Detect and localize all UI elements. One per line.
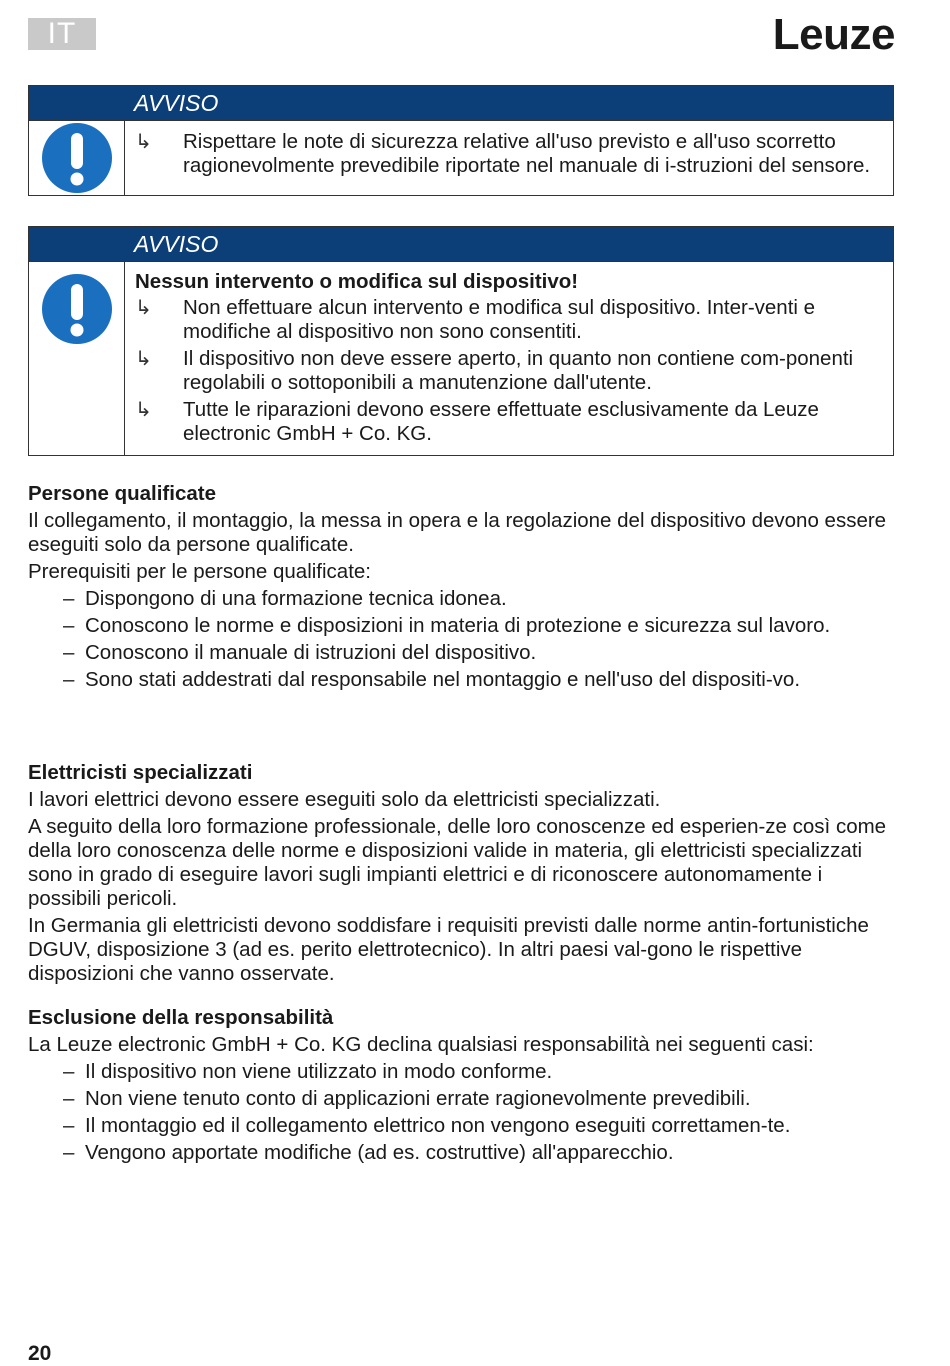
list-item: ↳ Non effettuare alcun intervento e modifica sul dispositivo. Inter-venti e modifiche al dispositivo non sono consentiti. <box>135 296 816 343</box>
section-title: Persone qualificate <box>28 482 216 505</box>
exclamation-circle-icon <box>29 121 125 195</box>
arrow-hook-icon: ↳ <box>135 348 152 370</box>
notice-box-1 <box>28 85 894 196</box>
list-item: – Sono stati addestrati dal responsabile nel montaggio e nell'uso del dispositi-vo. <box>63 668 801 691</box>
exclamation-circle-icon <box>29 262 125 455</box>
notice-title: AVVISO <box>29 86 893 121</box>
list-item: – Vengono apportate modifiche (ad es. costruttive) all'apparecchio. <box>63 1141 674 1164</box>
arrow-hook-icon: ↳ <box>135 399 152 421</box>
notice-subtitle: Nessun intervento o modifica sul dispositivo! <box>135 270 579 293</box>
list-item: – Il montaggio ed il collegamento elettrico non vengono eseguiti correttamen-te. <box>63 1114 791 1137</box>
brand-logo: Leuze <box>772 10 895 59</box>
list-item: ↳ Rispettare le note di sicurezza relative all'uso previsto e all'uso scorretto ragionevolmente prevedibile riportate nel manuale di i-struzioni del sensore. <box>135 130 871 177</box>
paragraph: Il collegamento, il montaggio, la messa in opera e la regolazione del dispositivo devono essere eseguiti solo da persone qualificate. <box>28 509 887 556</box>
paragraph: I lavori elettrici devono essere eseguiti solo da elettricisti specializzati. <box>28 788 661 811</box>
list-item: – Dispongono di una formazione tecnica idonea. <box>63 587 507 610</box>
list-item: – Il dispositivo non viene utilizzato in modo conforme. <box>63 1060 553 1083</box>
list-item: – Non viene tenuto conto di applicazioni errate ragionevolmente prevedibili. <box>63 1087 751 1110</box>
language-tab: IT <box>28 18 96 50</box>
page-number: 20 <box>28 1342 52 1365</box>
section-qualified-persons <box>28 482 898 695</box>
list-item: ↳ Tutte le riparazioni devono essere effettuate esclusivamente da Leuze electronic GmbH + Co. KG. <box>135 398 819 445</box>
list-item: ↳ Il dispositivo non deve essere aperto, in quanto non contiene com-ponenti regolabili o sottoponibili a manutenzione dall'utente. <box>135 347 854 394</box>
paragraph: In Germania gli elettricisti devono soddisfare i requisiti previsti dalle norme antin-fortunistiche DGUV, disposizione 3 (ad es. perito elettrotecnico). In altri paesi val-gono le rispettive disposizioni che vanno osservate. <box>28 914 869 985</box>
section-electricians <box>28 761 898 989</box>
list-item: – Conoscono il manuale di istruzioni del dispositivo. <box>63 641 537 664</box>
section-title: Elettricisti specializzati <box>28 761 253 784</box>
section-title: Esclusione della responsabilità <box>28 1006 334 1029</box>
paragraph: Prerequisiti per le persone qualificate: <box>28 560 371 583</box>
paragraph: A seguito della loro formazione professionale, delle loro conoscenze ed esperien-ze così come della loro conoscenza delle norme e disposizioni valide in materia, gli elettricisti specializzati sono in grado di eseguire lavori sugli impianti elettrici e di riconoscere autonomamente i possibili pericoli. <box>28 815 887 910</box>
paragraph: La Leuze electronic GmbH + Co. KG declina qualsiasi responsabilità nei seguenti casi: <box>28 1033 814 1056</box>
notice-box-2 <box>28 226 894 456</box>
arrow-hook-icon: ↳ <box>135 297 152 319</box>
arrow-hook-icon: ↳ <box>135 131 152 153</box>
notice-title: AVVISO <box>29 227 893 262</box>
section-liability <box>28 1006 898 1168</box>
list-item: – Conoscono le norme e disposizioni in materia di protezione e sicurezza sul lavoro. <box>63 614 831 637</box>
